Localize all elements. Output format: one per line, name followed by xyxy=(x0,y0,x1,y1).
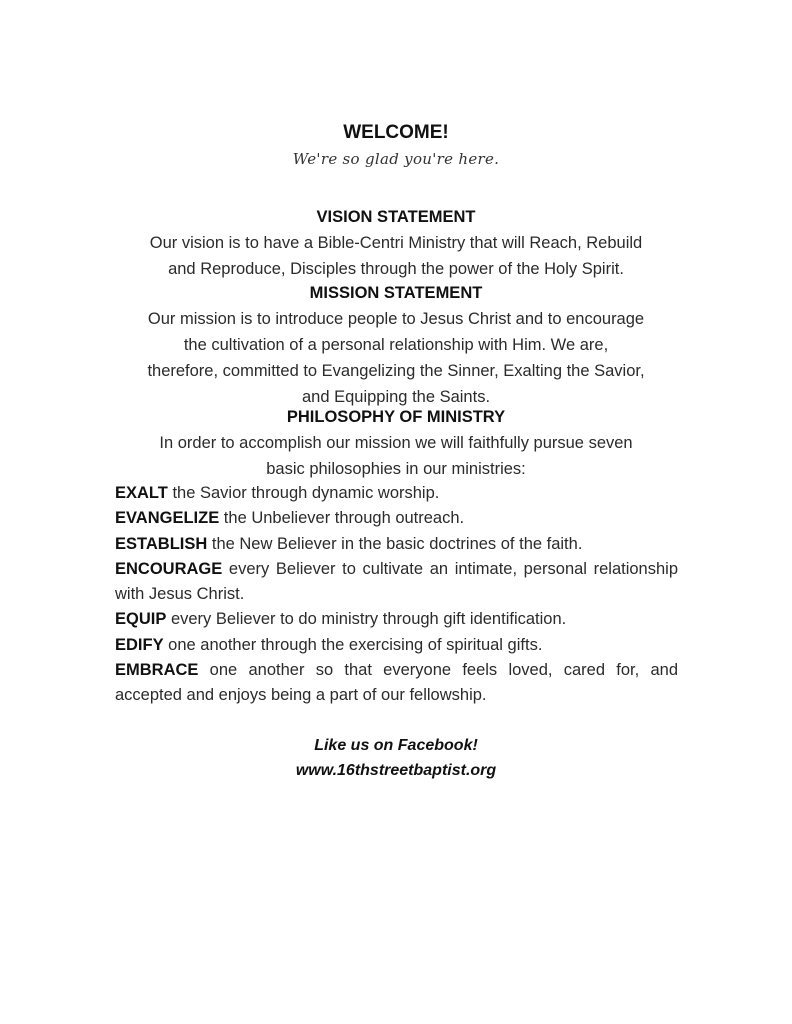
mission-line: Our mission is to introduce people to Jesus Christ and to encourage xyxy=(147,310,645,328)
principle-keyword: EVANGELIZE xyxy=(115,509,220,528)
principle-item xyxy=(115,532,678,557)
principle-text: the New Believer in the basic doctrines of the faith. xyxy=(207,534,583,553)
principle-keyword: ESTABLISH xyxy=(115,534,208,553)
principle-keyword: EQUIP xyxy=(115,610,167,629)
principle-item xyxy=(115,633,678,658)
principle-text: the Unbeliever through outreach. xyxy=(219,509,465,528)
principle-item xyxy=(115,481,678,506)
principle-item xyxy=(115,557,678,608)
website-url: www.16thstreetbaptist.org xyxy=(295,762,497,779)
philosophy-line: In order to accomplish our mission we will faithfully pursue seven xyxy=(159,434,633,452)
philosophy-section xyxy=(110,404,682,482)
welcome-tagline: We're so glad you're here. xyxy=(292,150,500,168)
mission-line: therefore, committed to Evangelizing the Sinner, Exalting the Savior, xyxy=(147,362,645,380)
vision-heading: VISION STATEMENT xyxy=(316,208,476,226)
principle-text: the Savior through dynamic worship. xyxy=(167,484,440,502)
principle-keyword: EMBRACE xyxy=(115,661,199,680)
principle-keyword: EXALT xyxy=(115,484,168,502)
philosophy-heading: PHILOSOPHY OF MINISTRY xyxy=(286,408,506,426)
principle-item xyxy=(115,658,678,709)
principle-text: one another through the exercising of spiritual gifts. xyxy=(163,635,543,654)
principle-keyword: ENCOURAGE xyxy=(115,559,223,578)
principles-list xyxy=(115,481,678,709)
facebook-callout: Like us on Facebook! xyxy=(314,737,478,754)
welcome-title: WELCOME! xyxy=(343,122,449,143)
principle-item xyxy=(115,607,678,632)
vision-section xyxy=(110,204,682,282)
vision-line: and Reproduce, Disciples through the power of the Holy Spirit. xyxy=(168,260,624,278)
vision-line: Our vision is to have a Bible-Centri Ministry that will Reach, Rebuild xyxy=(149,234,643,252)
mission-line: and Equipping the Saints. xyxy=(301,388,491,406)
principle-text: every Believer to do ministry through gift identification. xyxy=(166,610,567,629)
principle-item xyxy=(115,506,678,531)
mission-line: the cultivation of a personal relationship with Him. We are, xyxy=(183,336,609,354)
principle-text: one another so that everyone feels loved, cared for, and accepted and enjoys being a part of our fellowship. xyxy=(115,661,678,705)
principle-text: every Believer to cultivate an intimate, personal relationship with Jesus Christ. xyxy=(115,559,678,604)
principle-keyword: EDIFY xyxy=(115,635,164,654)
footer xyxy=(0,733,792,783)
mission-heading: MISSION STATEMENT xyxy=(309,284,483,302)
philosophy-line: basic philosophies in our ministries: xyxy=(266,460,526,478)
mission-section xyxy=(110,280,682,410)
